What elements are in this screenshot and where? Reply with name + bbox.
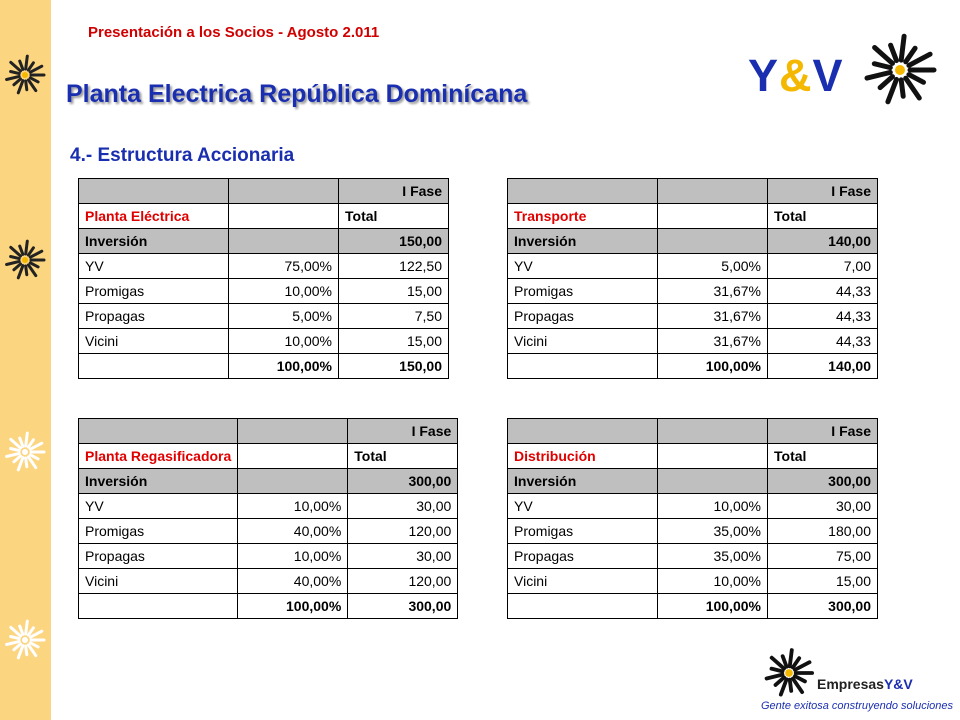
sunburst-ray: [772, 669, 783, 672]
sunburst-ray: [18, 646, 23, 658]
sunburst-ray: [11, 449, 20, 451]
sunburst-ray: [18, 266, 23, 278]
sunburst-logo-icon: [760, 648, 818, 698]
table-row: Propagas 35,00% 75,00: [508, 544, 878, 569]
sunburst-ray: [14, 264, 21, 270]
sunburst-ray: [11, 627, 21, 636]
table-row: Vicini 10,00% 15,00: [508, 569, 878, 594]
brand-logo: [748, 30, 940, 112]
sunburst-ray: [11, 257, 20, 259]
investment-label: Inversión: [508, 229, 658, 254]
sunburst-ray: [891, 45, 897, 60]
total-header: Total: [348, 444, 458, 469]
phase-header: I Fase: [768, 179, 878, 204]
sunburst-ray: [28, 628, 33, 635]
investment-value: 140,00: [768, 229, 878, 254]
sunburst-ray: [28, 63, 33, 70]
investment-value: 300,00: [348, 469, 458, 494]
brand-logo-text: Y&V: [748, 50, 844, 101]
table-title: Planta Eléctrica: [79, 204, 229, 229]
sunburst-ray: [867, 72, 890, 78]
table-row: Propagas 5,00% 7,50: [79, 304, 449, 329]
sunburst-ray: [18, 81, 23, 93]
sunburst-ray: [26, 81, 27, 90]
stake-table-planta-electrica: [78, 178, 449, 379]
sunburst-ray: [26, 241, 28, 254]
total-row: 100,00% 140,00: [508, 354, 878, 379]
section-title: 4.- Estructura Accionaria: [70, 145, 295, 166]
sunburst-logo-icon: [3, 238, 47, 282]
table-row: YV 5,00% 7,00: [508, 254, 878, 279]
sunburst-ray: [20, 61, 23, 69]
table-row: Promigas 31,67% 44,33: [508, 279, 878, 304]
total-row: 100,00% 150,00: [79, 354, 449, 379]
sunburst-ray: [909, 75, 924, 83]
table-row: YV 75,00% 122,50: [79, 254, 449, 279]
investment-label: Inversión: [79, 229, 229, 254]
sunburst-logo-icon: [860, 30, 940, 110]
sunburst-ray: [7, 641, 20, 644]
sunburst-ray: [11, 72, 20, 74]
sunburst-ray: [26, 458, 27, 467]
sunburst-ray: [26, 56, 28, 69]
sunburst-ray: [30, 263, 38, 267]
sunburst-ray: [11, 637, 20, 639]
table-title: Transporte: [508, 204, 658, 229]
phase-header: I Fase: [348, 419, 458, 444]
sunburst-ray: [776, 677, 784, 685]
stake-table-distribucion: [507, 418, 878, 619]
sunburst-ray: [26, 266, 27, 275]
sunburst-ray: [20, 246, 23, 254]
table-row: YV 10,00% 30,00: [79, 494, 458, 519]
table-row: Vicini 40,00% 120,00: [79, 569, 458, 594]
sunburst-ray: [7, 261, 20, 264]
sunburst-ray: [901, 36, 904, 60]
sunburst-logo-icon: [3, 53, 47, 97]
sunburst-ray: [26, 433, 28, 446]
sunburst-logo-icon: [3, 618, 47, 662]
left-sidebar-band: [0, 0, 51, 720]
sunburst-ray: [790, 680, 791, 691]
sunburst-ray: [767, 675, 783, 679]
total-header: Total: [768, 444, 878, 469]
table-row: Propagas 31,67% 44,33: [508, 304, 878, 329]
sunburst-ray: [7, 453, 20, 456]
table-row: Promigas 35,00% 180,00: [508, 519, 878, 544]
stake-table-transporte: [507, 178, 878, 379]
sunburst-ray: [790, 650, 792, 666]
investment-label: Inversión: [79, 469, 238, 494]
stake-table-planta-regasificadora: [78, 418, 458, 619]
table-row: Vicini 10,00% 15,00: [79, 329, 449, 354]
sunburst-ray: [906, 48, 915, 62]
presentation-subtitle: Presentación a los Socios - Agosto 2.011: [88, 24, 380, 41]
table-row: Promigas 10,00% 15,00: [79, 279, 449, 304]
sunburst-ray: [26, 621, 28, 634]
table-row: Promigas 40,00% 120,00: [79, 519, 458, 544]
sunburst-ray: [20, 626, 23, 634]
sunburst-ray: [30, 455, 38, 459]
table-title: Distribución: [508, 444, 658, 469]
phase-header: I Fase: [339, 179, 449, 204]
footer-brand-logo: [755, 648, 955, 714]
sunburst-ray: [11, 62, 21, 71]
total-header: Total: [339, 204, 449, 229]
sunburst-ray: [901, 80, 903, 96]
sunburst-logo-icon: [3, 430, 47, 474]
table-row: Vicini 31,67% 44,33: [508, 329, 878, 354]
sunburst-ray: [7, 76, 20, 79]
sunburst-ray: [874, 64, 890, 68]
total-header: Total: [768, 204, 878, 229]
sunburst-ray: [18, 458, 23, 470]
sunburst-ray: [11, 247, 21, 256]
sunburst-ray: [14, 79, 21, 85]
sunburst-ray: [11, 439, 21, 448]
table-row: Propagas 10,00% 30,00: [79, 544, 458, 569]
page-title: Planta Electrica República Dominícana: [66, 80, 528, 108]
total-row: 100,00% 300,00: [79, 594, 458, 619]
table-title: Planta Regasificadora: [79, 444, 238, 469]
sunburst-ray: [14, 456, 21, 462]
table-row: YV 10,00% 30,00: [508, 494, 878, 519]
sunburst-ray: [28, 248, 33, 255]
sunburst-ray: [28, 440, 33, 447]
sunburst-ray: [880, 77, 892, 88]
footer-brand-name: EmpresasY&V: [817, 676, 913, 692]
sunburst-ray: [26, 646, 27, 655]
phase-header: I Fase: [768, 419, 878, 444]
sunburst-ray: [30, 643, 38, 647]
sunburst-ray: [30, 78, 38, 82]
sunburst-ray: [20, 438, 23, 446]
sunburst-ray: [783, 656, 787, 667]
investment-value: 300,00: [768, 469, 878, 494]
investment-label: Inversión: [508, 469, 658, 494]
investment-value: 150,00: [339, 229, 449, 254]
total-row: 100,00% 300,00: [508, 594, 878, 619]
sunburst-ray: [14, 644, 21, 650]
footer-tagline: Gente exitosa construyendo soluciones: [761, 700, 954, 712]
